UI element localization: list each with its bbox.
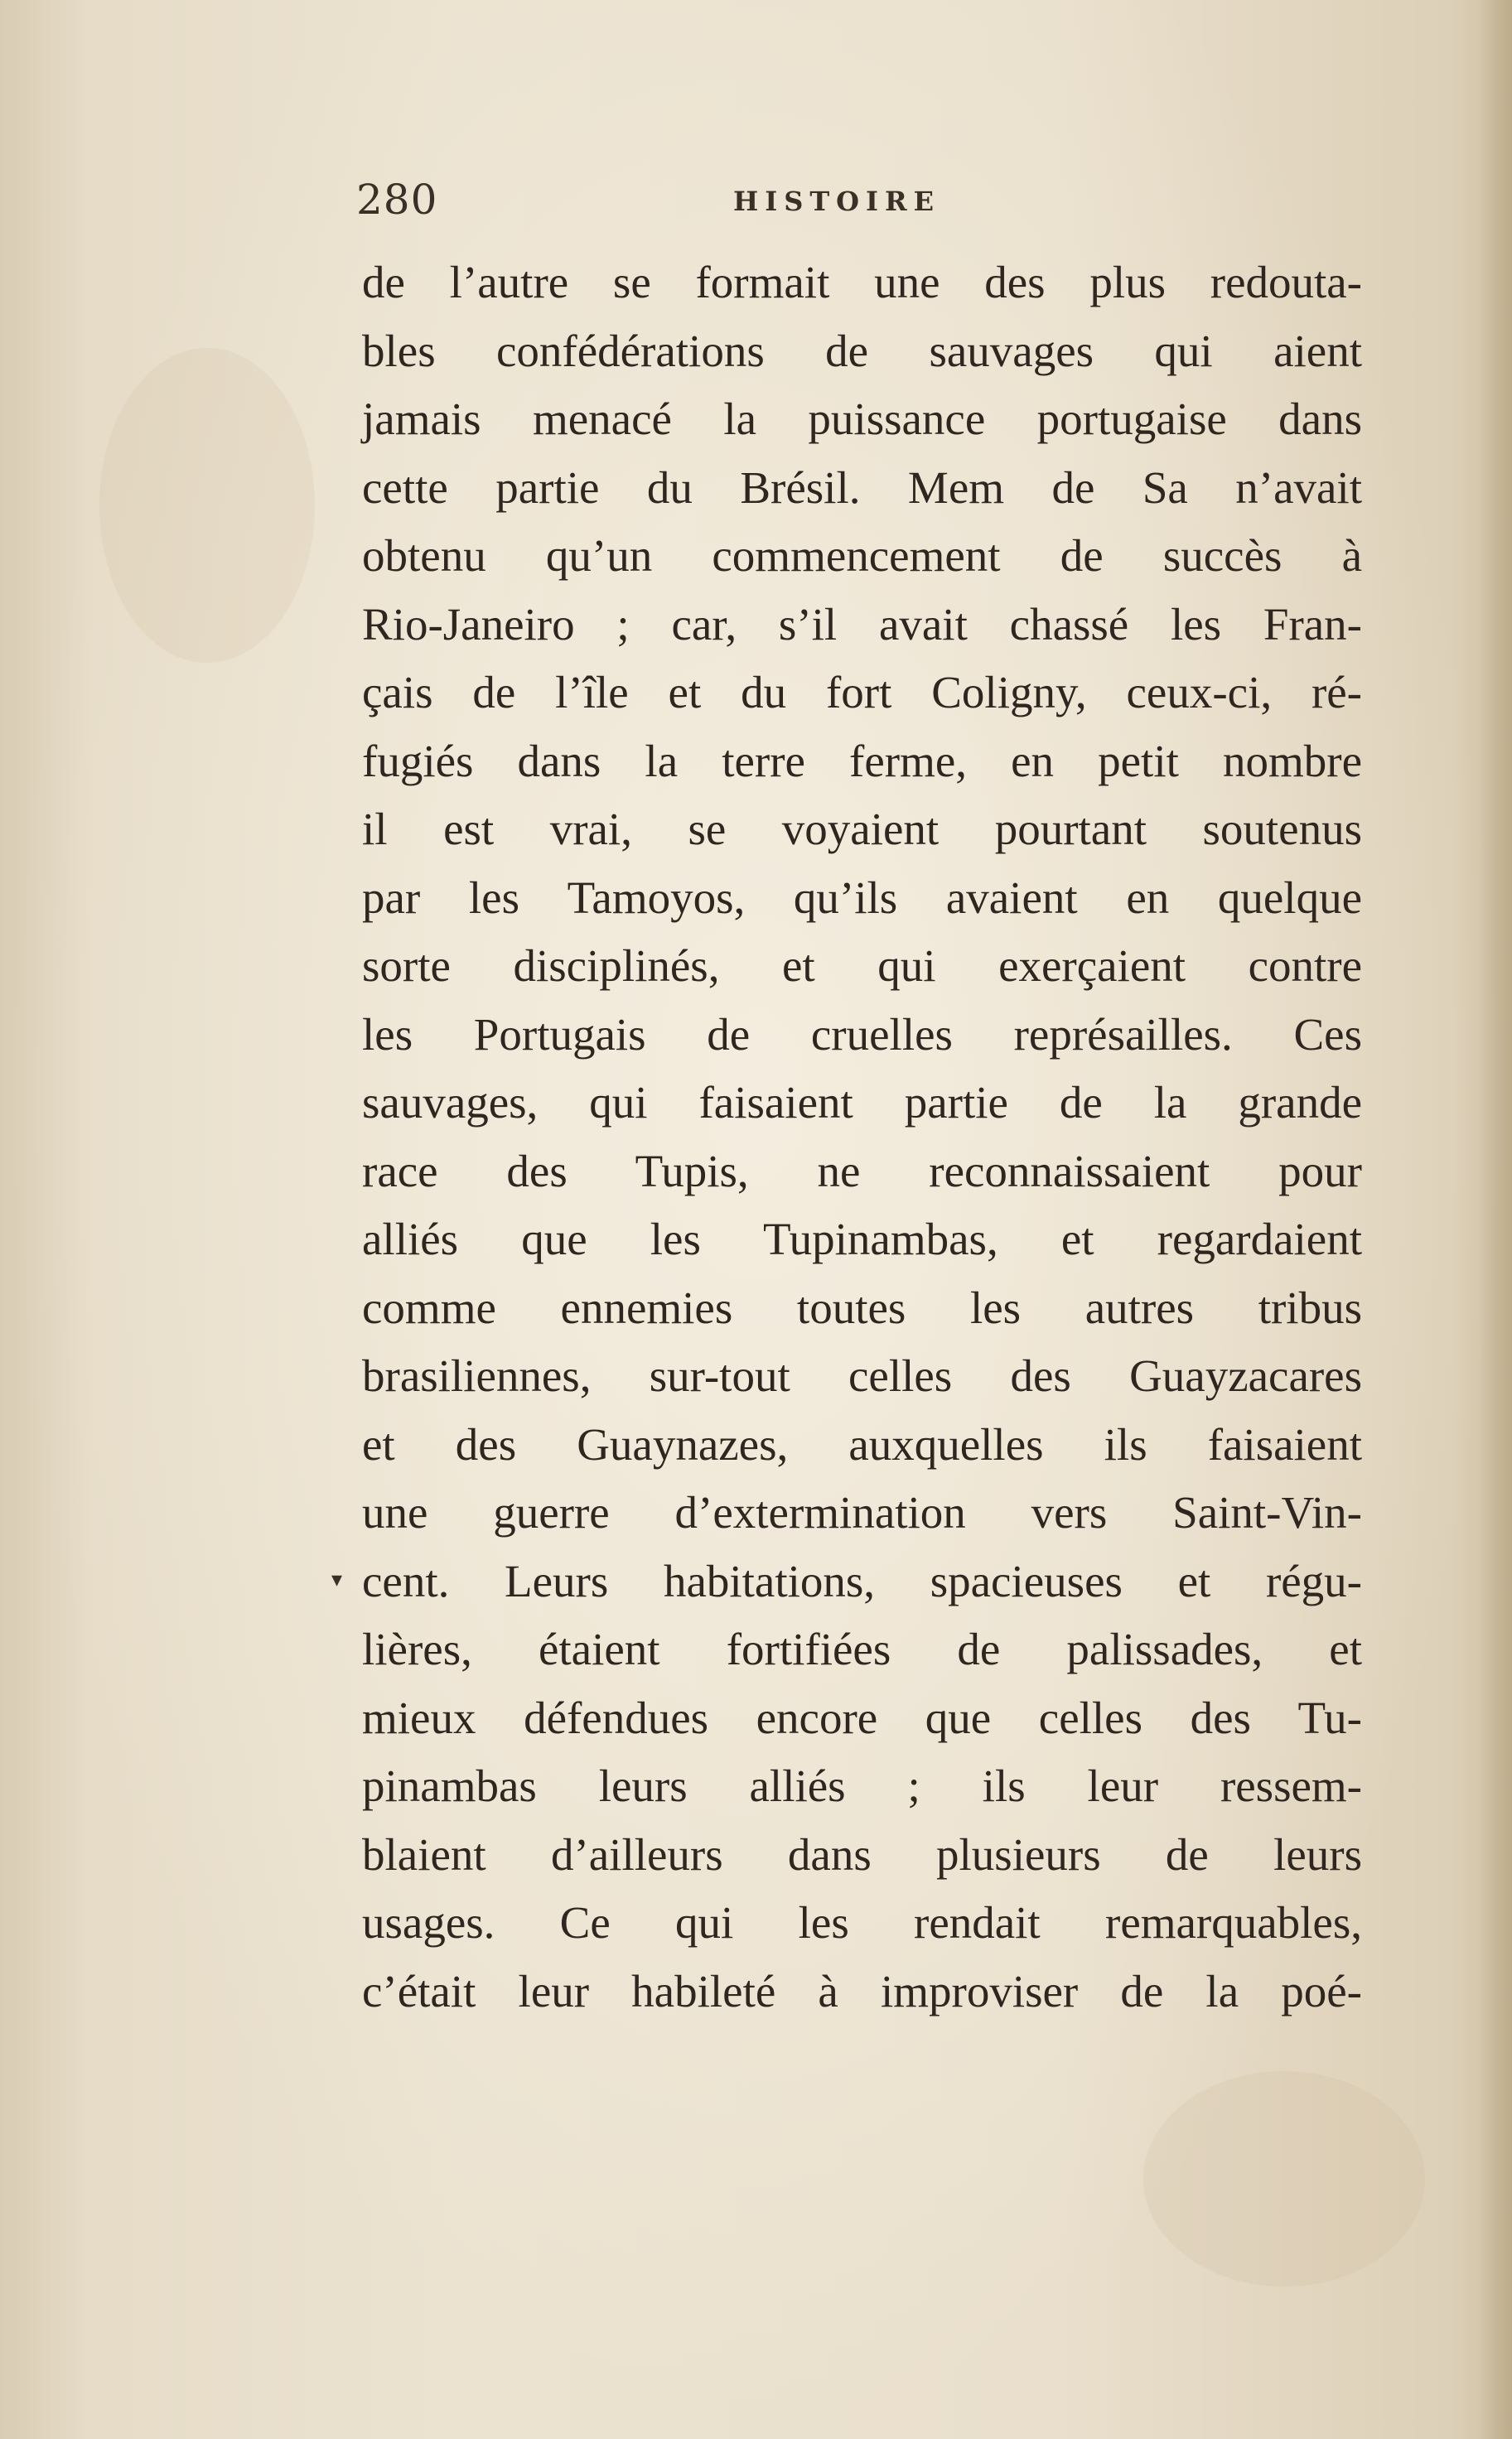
text-line: comme ennemies toutes les autres tribus (362, 1282, 1362, 1333)
text-line: et des Guaynazes, auxquelles ils faisaient (362, 1418, 1362, 1470)
text-line: cette partie du Brésil. Mem de Sa n’avait (362, 461, 1362, 513)
text-line: sauvages, qui faisaient partie de la grande (362, 1077, 1362, 1128)
paper-stain (99, 348, 315, 663)
text-line: alliés que les Tupinambas, et regardaient (362, 1214, 1362, 1264)
text-line: fugiés dans la terre ferme, en petit nombre (362, 735, 1362, 786)
page-number: 280 (356, 176, 438, 224)
text-line: cent. Leurs habitations, spacieuses et régu- (362, 1555, 1362, 1606)
text-line: une guerre d’extermination vers Saint-Vin- (362, 1487, 1362, 1538)
text-line: blaient d’ailleurs dans plusieurs de leurs (362, 1828, 1362, 1880)
text-line: sorte disciplinés, et qui exerçaient contre (362, 940, 1362, 991)
text-line: mieux défendues encore que celles des Tu- (362, 1692, 1362, 1743)
text-line: jamais menacé la puissance portugaise dans (362, 394, 1362, 444)
text-line: par les Tamoyos, qu’ils avaient en quelque (362, 872, 1362, 923)
running-head: HISTOIRE (733, 186, 940, 217)
margin-mark-icon: ▾ (331, 1567, 343, 1592)
page-edge-shadow (1479, 0, 1512, 2439)
text-line: usages. Ce qui les rendait remarquables, (362, 1897, 1362, 1948)
text-line: de l’autre se formait une des plus redouta- (362, 257, 1362, 307)
text-line: c’était leur habileté à improviser de la poé- (362, 1965, 1362, 2016)
text-line: les Portugais de cruelles représailles. Ces (362, 1008, 1362, 1060)
text-line: çais de l’île et du fort Coligny, ceux-ci, ré- (362, 667, 1362, 717)
body-text (362, 249, 1362, 2026)
text-line: bles confédérations de sauvages qui aient (362, 325, 1362, 376)
page-header (356, 176, 1367, 234)
text-line: pinambas leurs alliés ; ils leur ressem- (362, 1760, 1362, 1811)
text-line: race des Tupis, ne reconnaissaient pour (362, 1145, 1362, 1196)
text-line: il est vrai, se voyaient pourtant soutenus (362, 804, 1362, 854)
text-line: brasiliennes, sur-tout celles des Guayzacares (362, 1350, 1362, 1401)
text-line: obtenu qu’un commencement de succès à (362, 530, 1362, 581)
paper-stain (1143, 2071, 1425, 2287)
text-line: lières, étaient fortifiées de palissades, et (362, 1624, 1362, 1674)
text-line: Rio-Janeiro ; car, s’il avait chassé les Fran- (362, 598, 1362, 650)
